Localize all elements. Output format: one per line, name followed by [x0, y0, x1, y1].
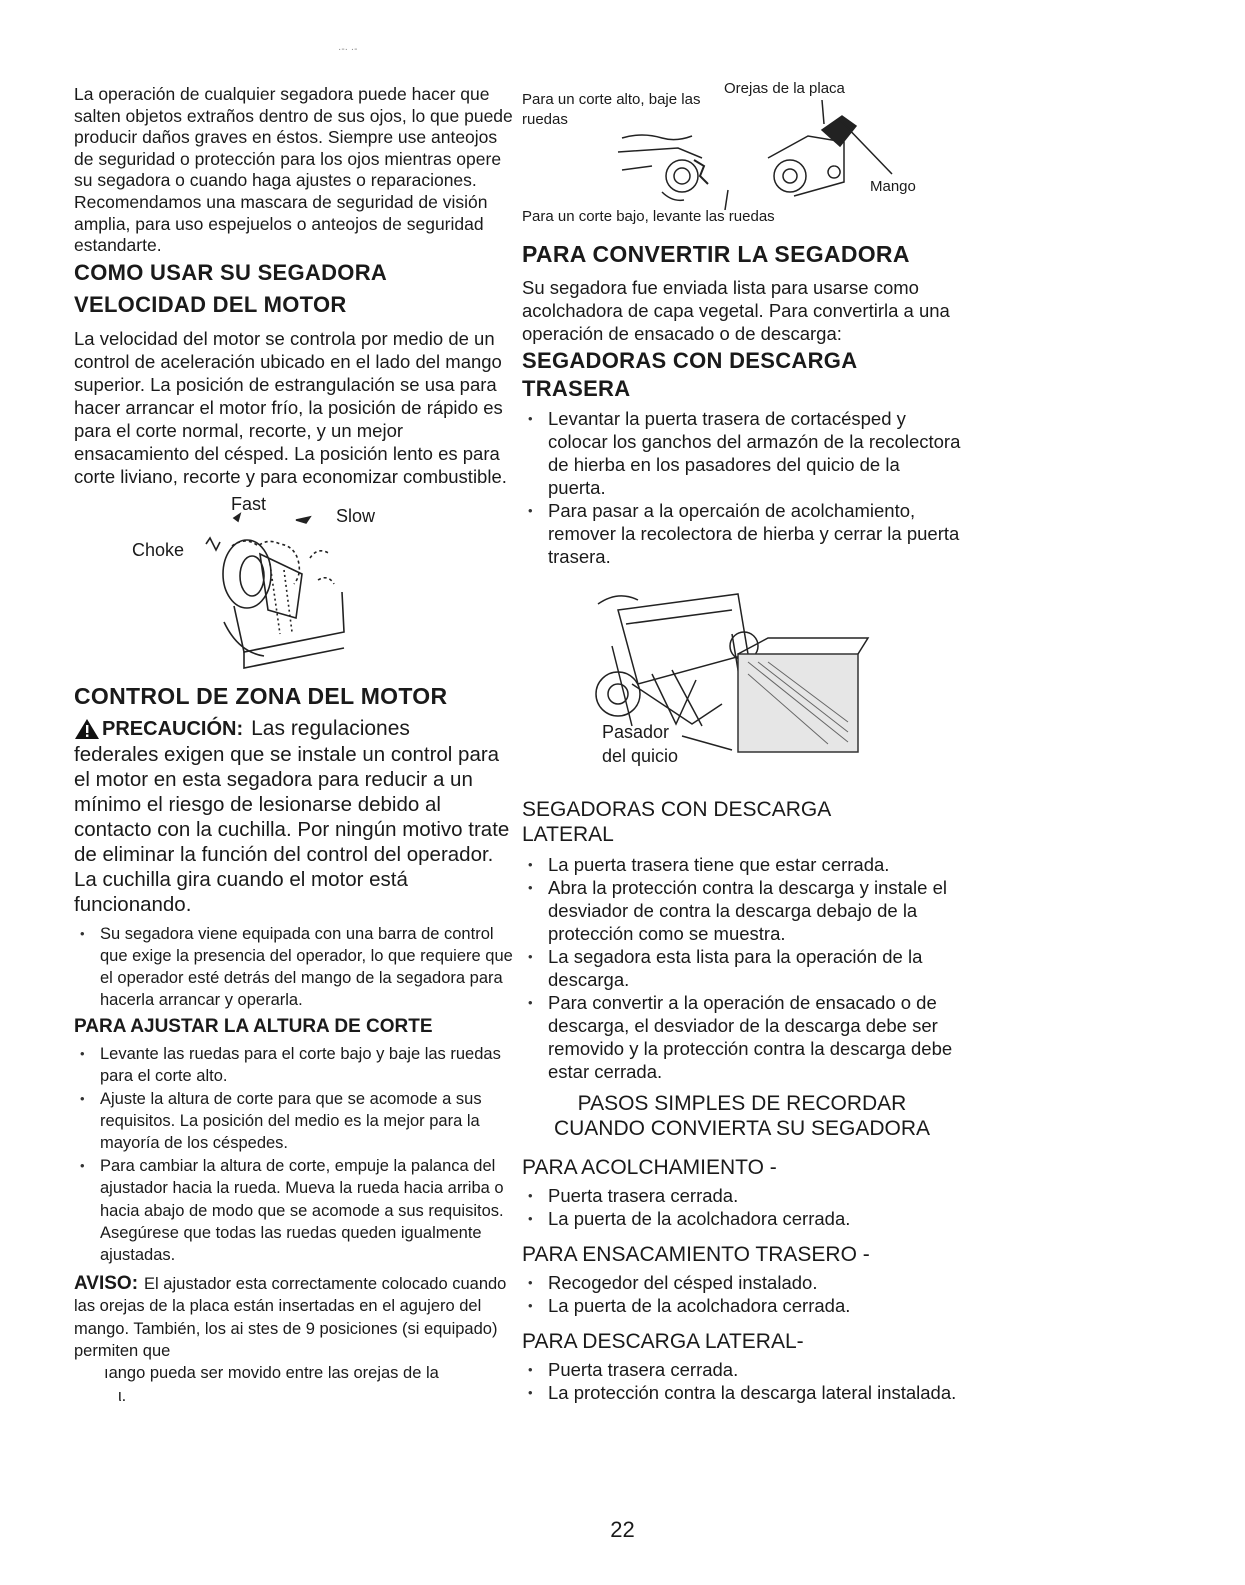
list-item: • Puerta trasera cerrada. [522, 1358, 962, 1381]
left-column [74, 84, 514, 1407]
page-number: 22 [610, 1517, 635, 1542]
handle-label: Mango [870, 178, 916, 195]
list-item: • Su segadora viene equipada con una barra de control que exige la presencia del operador, lo que requiere que el operador esté detrás del mango de la segadora para hacerla arrancar y operarla. [74, 923, 514, 1011]
engine-speed-heading: VELOCIDAD DEL MOTOR [74, 291, 347, 317]
mulch-bullet-list [522, 1184, 962, 1230]
throttle-lever-illustration [74, 494, 514, 682]
choke-label: Choke [132, 539, 185, 560]
cut-height-heading: PARA AJUSTAR LA ALTURA DE CORTE [74, 1015, 433, 1037]
cut-height-bullet-list [74, 1043, 514, 1267]
caution-label: PRECAUCIÓN: [102, 717, 244, 740]
zone-bullet-list [74, 923, 514, 1011]
list-item: • Para pasar a la opercaión de acolchamiento, remover la recolectora de hierba y cerrar la puerta trasera. [522, 499, 962, 568]
hinge-label: del quicio [602, 746, 679, 766]
list-item: • Para cambiar la altura de corte, empuje la palanca del ajustador hacia la rueda. Mueva la rueda hacia arriba o hacia abajo de modo que se acomode a sus requisitos. Asegúrese que todas las ruedas queden igualmente ajustadas. [74, 1155, 514, 1267]
mulch-heading: PARA ACOLCHAMIENTO - [522, 1156, 777, 1179]
list-item: • Ajuste la altura de corte para que se acomode a sus requisitos. La posición del medio es la mejor para la mayoría de los céspedes. [74, 1088, 514, 1155]
rear-bag-bullet-list [522, 1271, 962, 1317]
caution-text-first: Las regulaciones [251, 716, 410, 740]
convert-text: Su segadora fue enviada lista para usarse como acolchadora de capa vegetal. Para convertirla a una operación de ensacado o de descarga: [522, 277, 950, 344]
list-item: • Levantar la puerta trasera de cortacésped y colocar los ganchos del armazón de la recolectora de hierba en los pasadores del quicio de la puerta. [522, 407, 962, 499]
engine-speed-text: La velocidad del motor se controla por medio de un control de aceleración ubicado en el lado del mango superior. La posición de estrangulación se usa para hacer arrancar el motor frío, la posición de rápido es para el corte normal, recorte, y un mejor ensacamiento del césped. La posición lento es para corte liviano, recorte y para economizar combustible. [74, 327, 507, 487]
list-item: • Abra la protección contra la descarga y instale el desviador de contra la descarga debajo de la protección como se muestra. [522, 876, 962, 945]
pin-label: Pasador [602, 722, 670, 742]
side-discharge-heading: SEGADORAS CON DESCARGA LATERAL [522, 798, 831, 846]
list-item: • La puerta de la acolchadora cerrada. [522, 1294, 962, 1317]
side-discharge-bullet-list [522, 853, 962, 1083]
rear-bag-figure [522, 574, 962, 789]
rear-discharge-heading: SEGADORAS CON DESCARGA TRASERA [522, 348, 857, 401]
list-item: • La protección contra la descarga lateral instalada. [522, 1381, 962, 1404]
notice-label: AVISO: [74, 1272, 139, 1294]
warning-triangle-icon [74, 718, 100, 740]
high-cut-label: Para un corte alto, baje las ruedas [522, 91, 701, 128]
right-column [522, 80, 962, 1404]
notice-paragraph [74, 1273, 514, 1363]
list-item: • Recogedor del césped instalado. [522, 1271, 962, 1294]
slow-label: Slow [336, 505, 376, 526]
zone-control-heading: CONTROL DE ZONA DEL MOTOR [74, 682, 448, 709]
safety-intro: La operación de cualquier segadora puede hacer que salten objetos extraños dentro de sus ojos, lo que puede producir daños graves en éstos. Siempre use anteojos de seguridad o protección para los ojos mientras opere su segadora o cuando haga ajustes o reparaciones. Recomendamos una mascara de seguridad de visión amplia, para uso espejuelos o anteojos de seguridad estandarte. [74, 84, 513, 256]
notice-text: El ajustador esta correctamente colocado cuando las orejas de la placa están insertadas en el agujero del mango. También, los ai stes de 9 posiciones (si equipado) permiten que [74, 1274, 507, 1361]
fast-label: Fast [231, 493, 267, 514]
throttle-figure [74, 494, 514, 682]
scan-mark: ·-· ·- [338, 44, 358, 55]
plate-ears-label: Orejas de la placa [724, 80, 845, 97]
simple-steps-heading: PASOS SIMPLES DE RECORDAR CUANDO CONVIERTA SU SEGADORA [553, 1092, 931, 1140]
wheel-adjuster-illustration [522, 80, 962, 210]
convert-heading: PARA CONVERTIR LA SEGADORA [522, 241, 910, 267]
list-item: • La puerta de la acolchadora cerrada. [522, 1207, 962, 1230]
rear-bag-heading: PARA ENSACAMIENTO TRASERO - [522, 1243, 870, 1266]
how-to-use-heading: COMO USAR SU SEGADORA [74, 259, 388, 285]
mower-rear-bag-illustration [522, 574, 962, 789]
list-item: • Para convertir a la operación de ensacado o de descarga, el desviador de la descarga debe ser removido y la protección contra la descarga debe estar cerrada. [522, 991, 962, 1083]
notice-line-2: ıango pueda ser movido entre las orejas de la [104, 1364, 439, 1383]
caution-line [74, 716, 514, 742]
list-item: • Levante las ruedas para el corte bajo y baje las ruedas para el corte alto. [74, 1043, 514, 1088]
low-cut-label: Para un corte bajo, levante las ruedas [522, 208, 775, 225]
list-item: • La puerta trasera tiene que estar cerrada. [522, 853, 962, 876]
list-item: • Puerta trasera cerrada. [522, 1184, 962, 1207]
caution-text: federales exigen que se instale un control para el motor en esta segadora para reducir a un mínimo el riesgo de lesionarse debido al contacto con la cuchilla. Por ningún motivo trate de eliminar la función del control del operador. La cuchilla gira cuando el motor está funcionando. [74, 742, 510, 916]
side-discharge-steps-heading: PARA DESCARGA LATERAL- [522, 1330, 804, 1353]
rear-discharge-bullet-list [522, 407, 962, 568]
wheel-height-figure [522, 80, 962, 230]
list-item: • La segadora esta lista para la operación de la descarga. [522, 945, 962, 991]
notice-line-3: ι. [118, 1386, 127, 1405]
side-discharge-steps-bullet-list [522, 1358, 962, 1404]
